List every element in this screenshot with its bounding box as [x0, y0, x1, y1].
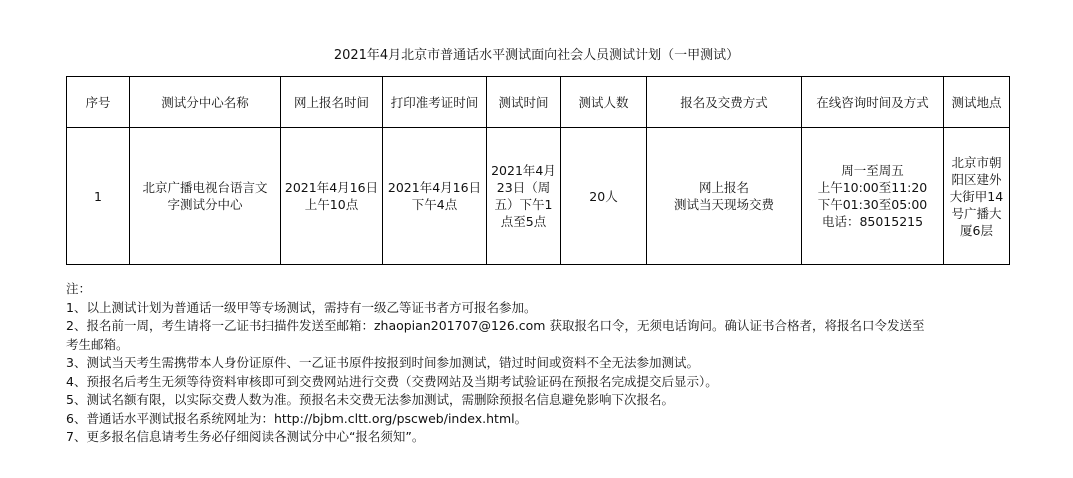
- table-header-row: [67, 77, 1010, 128]
- note-item-6: 6、普通话水平测试报名系统网址为：http://bjbm.cltt.org/pscweb/index.html。: [66, 410, 528, 426]
- test-plan-table: [66, 76, 1010, 265]
- notes-heading: 注：: [66, 281, 92, 296]
- header-online-registration: 网上报名时间: [281, 77, 383, 128]
- cell-consult: 周一至周五 上午10:00至11:20 下午01:30至05:00 电话：85015215: [802, 128, 944, 265]
- cell-location: 北京市朝 阳区建外 大街甲14 号广播大 厦6层: [944, 128, 1010, 265]
- notes-section: [66, 280, 1026, 447]
- header-count: 测试人数: [561, 77, 647, 128]
- header-print-admission: 打印准考证时间: [383, 77, 487, 128]
- note-item-4: 4、预报名后考生无须等待资料审核即可到交费网站进行交费（交费网站及当期考试验证码在预报名完成提交后显示）。: [66, 373, 718, 389]
- note-item-2: 2、报名前一周，考生请将一乙证书扫描件发送至邮箱：zhaopian201707@126.com 获取报名口令，无须电话询问。确认证书合格者，将报名口令发送至 考生邮箱。: [66, 318, 925, 352]
- page-title: 2021年4月北京市普通话水平测试面向社会人员测试计划（一甲测试）: [333, 48, 740, 63]
- header-location: 测试地点: [944, 77, 1010, 128]
- header-center: 测试分中心名称: [130, 77, 281, 128]
- cell-count: 20人: [561, 128, 647, 265]
- cell-online-registration: 2021年4月16日 上午10点: [281, 128, 383, 265]
- header-payment: 报名及交费方式: [647, 77, 802, 128]
- cell-index: 1: [67, 128, 130, 265]
- header-consult: 在线咨询时间及方式: [802, 77, 944, 128]
- note-item-7: 7、更多报名信息请考生务必仔细阅读各测试分中心“报名须知”。: [66, 429, 425, 444]
- header-test-time: 测试时间: [487, 77, 561, 128]
- cell-print-admission: 2021年4月16日 下午4点: [383, 128, 487, 265]
- note-item-1: 1、以上测试计划为普通话一级甲等专场测试，需持有一级乙等证书者方可报名参加。: [66, 299, 537, 315]
- cell-test-time: 2021年4月 23日（周 五）下午1 点至5点: [487, 128, 561, 265]
- note-item-5: 5、测试名额有限，以实际交费人数为准。预报名未交费无法参加测试，需删除预报名信息避免影响下次报名。: [66, 392, 674, 407]
- cell-payment: 网上报名 测试当天现场交费: [647, 128, 802, 265]
- header-index: 序号: [67, 77, 130, 128]
- note-item-3: 3、测试当天考生需携带本人身份证原件、一乙证书原件按报到时间参加测试，错过时间或资料不全无法参加测试。: [66, 355, 699, 370]
- cell-center: 北京广播电视台语言文 字测试分中心: [130, 128, 281, 265]
- table-row: [67, 128, 1010, 265]
